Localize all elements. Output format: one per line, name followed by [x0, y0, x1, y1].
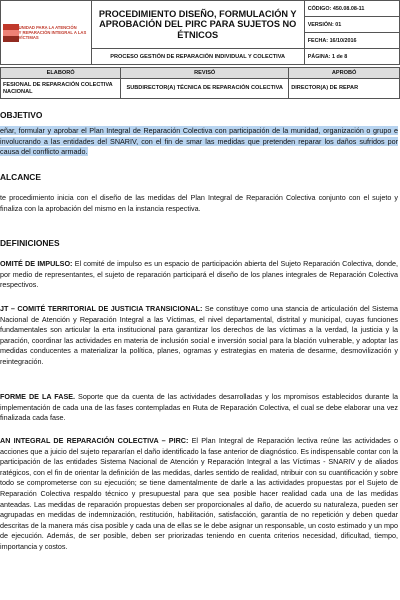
definition-term: OMITÉ DE IMPULSO:	[0, 259, 73, 268]
approval-table	[0, 67, 400, 99]
logo-text-line-2: Y REPARACIÓN INTEGRAL A LAS VÍCTIMAS	[18, 30, 87, 40]
definition-informe-fase	[0, 392, 398, 424]
section-alcance-title: ALCANCE	[0, 172, 41, 182]
definition-pirc	[0, 436, 398, 553]
document-title: PROCEDIMIENTO DISEÑO, FORMULACIÓN Y APROBACIÓN DEL PIRC PARA SUJETOS NO ÉTNICOS	[91, 1, 304, 49]
definition-term: AN INTEGRAL DE REPARACIÓN COLECTIVA – PIRC:	[0, 436, 189, 445]
section-definiciones-title: DEFINICIONES	[0, 238, 60, 248]
role-header-elaboro: ELABORÓ	[1, 68, 121, 79]
pagina: PÁGINA: 1 de 8	[304, 49, 399, 65]
role-header-aprobo: APROBÓ	[289, 68, 400, 79]
highlighted-objective: eñar, formular y aprobar el Plan Integral de Reparación Colectiva con participación de la munidad, organización o grupo e involucrando a las entidades del SNARIV, con el fin de smar las medidas que pretenden reparar los daños sufridos por causa del conflicto armado.	[0, 126, 398, 157]
section-objetivo-title: OBJETIVO	[0, 110, 43, 120]
document-header	[0, 0, 400, 65]
definition-text: El comité de impulso es un espacio de participación abierta del Sujeto Reparación Colectiva, donde, por medio de representantes, el sujeto de reparación participará el diseño de los planes integrales de Reparación Colectiva respectivos.	[0, 259, 398, 290]
version: VERSIÓN: 01	[304, 17, 399, 33]
definition-term: FORME DE LA FASE.	[0, 392, 76, 401]
role-header-reviso: REVISÓ	[121, 68, 289, 79]
logo-cell	[1, 1, 92, 65]
definition-term: JT – COMITÉ TERRITORIAL DE JUSTICIA TRANSICIONAL:	[0, 304, 203, 313]
definition-ctjt	[0, 304, 398, 368]
institution-logo	[1, 22, 91, 44]
section-objetivo-text	[0, 126, 398, 158]
definition-text: Soporte que da cuenta de las actividades desarrolladas y los mpromisos establecidos durante la implementación de cada una de las fases contempladas en Ruta de Reparación Colectiva, el cual se debe elaborar una vez finalizada cada fase.	[0, 392, 399, 423]
definition-text: El Plan Integral de Reparación lectiva reúne las actividades o acciones que a juicio del sujeto repararían el daño identificado la fase anterior de diagnóstico. Es indispensable contar con la participación de las entidades Sistema Nacional de Atención y Reparación Integral a las Víctimas - SNARIV y de aliados ratégicos, con el fin de orientar la definición de las medidas, darles sentido de realidad, ntribuir con su cuantificación y sobre todo se comprometerse con su ejecución; se tiene damentalmente de darle a las actividades propuestas por el Sujeto de Reparación Colectiva respaldo técnico y presupuestal para que sea posible hacer realidad cada una de las medidas anteadas. Las medidas de reparación propuestas deben ser proporcionales al daño, de acuerdo su naturaleza, pueden ser agrupadas en medidas de indemnización, restitución, habilitación, satisfacción, garantía de no repetición y deben quedar descritas de la manera más cisa posible y cada una de ellas se le debe asignar un responsable, un costo estimado y un mpo de ejecución. Además, de ser posible, deben ser priorizadas teniendo en cuenta criterios necesidad, dificultad, tiempo, importancia y costos.	[0, 436, 398, 551]
logo-text-line-1: UNIDAD PARA LA ATENCIÓN	[18, 25, 77, 30]
codigo: CÓDIGO: 450.08.08-11	[304, 1, 399, 17]
definition-comite-impulso	[0, 259, 398, 291]
section-alcance-text: te procedimiento inicia con el diseño de las medidas del Plan Integral de Reparación Colectiva conjunto con el sujeto y finaliza con la aprobación del mismo en la instancia respectiva.	[0, 193, 398, 213]
fecha: FECHA: 16/10/2016	[304, 33, 399, 49]
role-value-elaboro: FESIONAL DE REPARACIÓN COLECTIVA NACIONAL	[1, 79, 121, 99]
process-subtitle: PROCESO GESTIÓN DE REPARACIÓN INDIVIDUAL Y COLECTIVA	[91, 49, 304, 65]
role-value-aprobo: DIRECTOR(A) DE REPAR	[289, 79, 400, 99]
role-value-reviso: SUBDIRECTOR(A) TÉCNICA DE REPARACIÓN COLECTIVA	[121, 79, 289, 99]
logo-mark-icon	[3, 24, 16, 42]
definition-text: Se constituye como una stancia de articulación del Sistema Nacional de Atención y Reparación Integral a las Víctimas, el nivel departamental, distrital y municipal, cuyas funciones fundamentales son articular la erta institucional para garantizar los derechos de las víctimas a la verdad, la justicia y la paración, coordinar las actividades en materia de inclusión social e inversión social para la blación vulnerable, y adoptar las medidas conducentes a materializar la política, planes, ogramas y estrategias en materia de desarme, desmovilización y reintegración.	[0, 304, 399, 366]
